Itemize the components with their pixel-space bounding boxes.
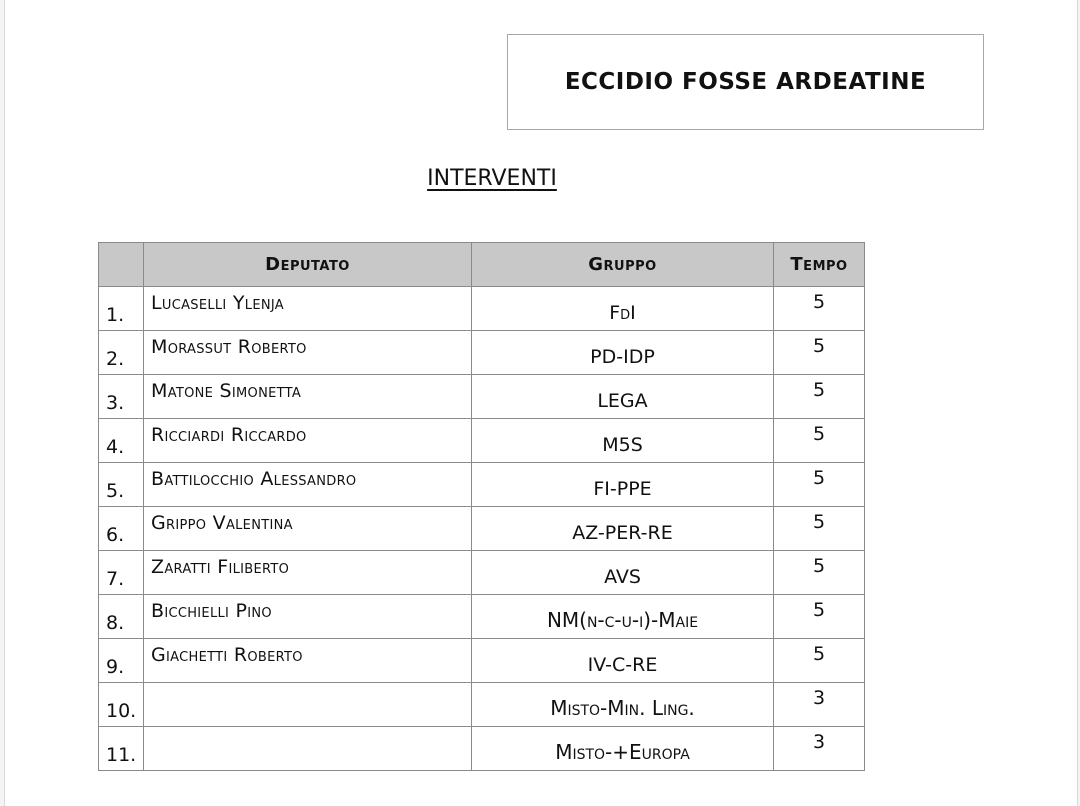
row-deputato: Lucaselli Ylenja [144, 287, 472, 331]
row-gruppo: FdI [472, 287, 774, 331]
row-number: 11. [99, 727, 144, 771]
speakers-table [98, 242, 865, 771]
row-gruppo: Misto-+Europa [472, 727, 774, 771]
row-deputato [144, 683, 472, 727]
table-row [99, 551, 865, 595]
row-tempo: 3 [774, 727, 865, 771]
row-tempo: 5 [774, 639, 865, 683]
row-gruppo: IV-C-RE [472, 639, 774, 683]
row-deputato: Zaratti Filiberto [144, 551, 472, 595]
row-deputato: Ricciardi Riccardo [144, 419, 472, 463]
row-tempo: 3 [774, 683, 865, 727]
row-number: 2. [99, 331, 144, 375]
row-number: 10. [99, 683, 144, 727]
table-row [99, 463, 865, 507]
row-deputato: Matone Simonetta [144, 375, 472, 419]
document-title: ECCIDIO FOSSE ARDEATINE [564, 69, 927, 95]
row-number: 3. [99, 375, 144, 419]
row-gruppo: LEGA [472, 375, 774, 419]
row-tempo: 5 [774, 463, 865, 507]
header-deputato: Deputato [144, 243, 472, 287]
row-gruppo: AZ-PER-RE [472, 507, 774, 551]
row-gruppo: M5S [472, 419, 774, 463]
table-body [99, 287, 865, 771]
header-tempo: Tempo [774, 243, 865, 287]
row-gruppo: Misto-Min. Ling. [472, 683, 774, 727]
header-number [99, 243, 144, 287]
row-gruppo: AVS [472, 551, 774, 595]
row-number: 7. [99, 551, 144, 595]
row-tempo: 5 [774, 419, 865, 463]
row-gruppo: PD-IDP [472, 331, 774, 375]
row-number: 8. [99, 595, 144, 639]
row-gruppo: FI-PPE [472, 463, 774, 507]
row-deputato: Giachetti Roberto [144, 639, 472, 683]
table-row [99, 683, 865, 727]
row-gruppo: NM(n-c-u-i)-Maie [472, 595, 774, 639]
row-deputato: Bicchielli Pino [144, 595, 472, 639]
table-row [99, 639, 865, 683]
row-tempo: 5 [774, 375, 865, 419]
row-tempo: 5 [774, 595, 865, 639]
table-row [99, 419, 865, 463]
row-number: 9. [99, 639, 144, 683]
row-deputato: Battilocchio Alessandro [144, 463, 472, 507]
row-number: 6. [99, 507, 144, 551]
table-row [99, 375, 865, 419]
row-tempo: 5 [774, 551, 865, 595]
row-tempo: 5 [774, 507, 865, 551]
header-gruppo: Gruppo [472, 243, 774, 287]
section-heading: INTERVENTI [427, 166, 557, 191]
row-deputato [144, 727, 472, 771]
row-tempo: 5 [774, 287, 865, 331]
title-box [507, 34, 984, 130]
row-number: 4. [99, 419, 144, 463]
row-deputato: Morassut Roberto [144, 331, 472, 375]
table-header-row [99, 243, 865, 287]
row-deputato: Grippo Valentina [144, 507, 472, 551]
table-row [99, 287, 865, 331]
row-number: 5. [99, 463, 144, 507]
table-row [99, 507, 865, 551]
table-row [99, 595, 865, 639]
table-row [99, 331, 865, 375]
row-number: 1. [99, 287, 144, 331]
table-row [99, 727, 865, 771]
row-tempo: 5 [774, 331, 865, 375]
